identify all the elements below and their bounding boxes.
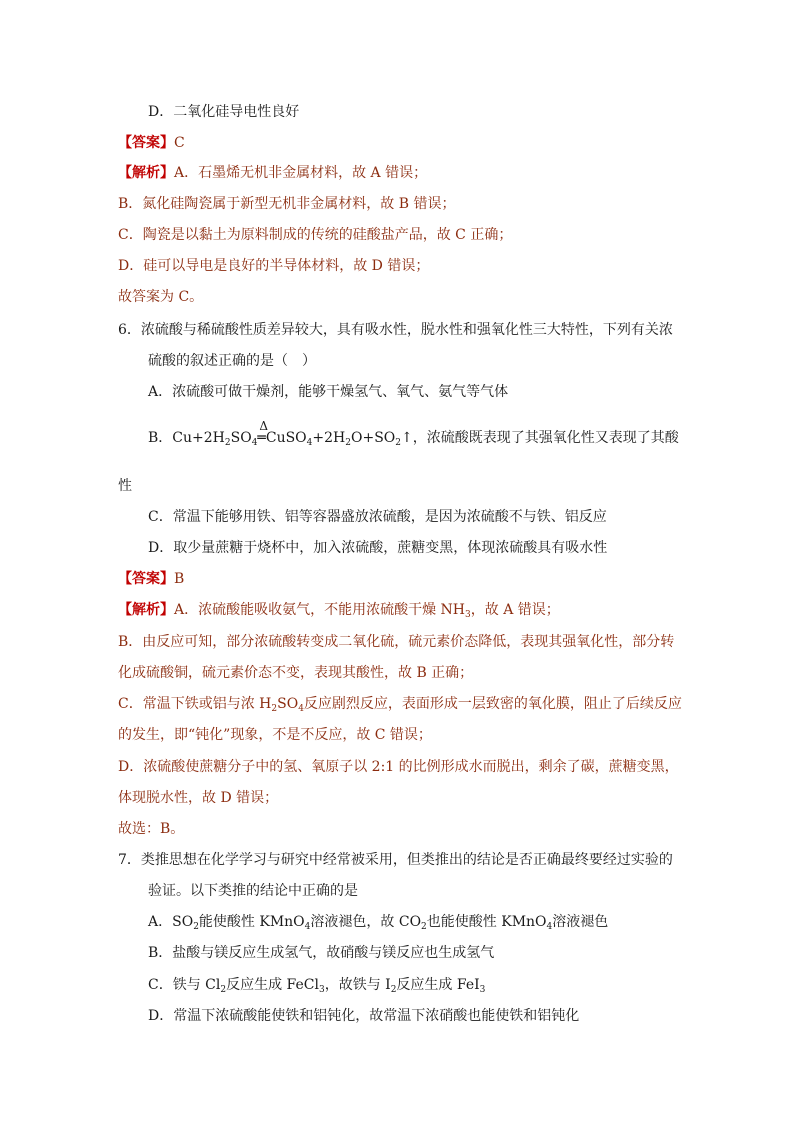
q6-option-c: C．常温下能够用铁、铝等容器盛放浓硫酸，是因为浓硫酸不与铁、铝反应 <box>148 509 607 525</box>
q7-option-c: C．铁与 $Cl_2$反应生成 FeCl$_3$，故铁与 $I_2$反应生成 FeI$_3$ <box>148 977 486 995</box>
q6-option-a: A．浓硫酸可做干燥剂，能够干燥氢气、氧气、氨气等气体 <box>148 384 509 400</box>
q5-option-d: D．二氧化硅导电性良好 <box>148 104 300 120</box>
answer-tag: 【答案】 <box>118 571 174 587</box>
analysis-text: A．石墨烯无机非金属材料，故 A 错误； <box>174 165 428 181</box>
option-b-label: B． <box>148 430 173 446</box>
q6-analysis-b-line1: B．由反应可知，部分浓硫酸转变成二氧化硫，硫元素价态降低，表现其强氧化性，部分转 <box>118 634 675 650</box>
analysis-text: A．浓硫酸能吸收氨气，不能用浓硫酸干燥 $NH_3$，故 A 错误； <box>174 602 560 620</box>
answer-tag: 【答案】 <box>118 135 174 151</box>
chem-equation: $Cu+2H_2SO_4$ Δ $═CuSO_4+2H_2O+SO_2↑$ <box>172 430 412 446</box>
q7-option-d: D．常温下浓硫酸能使铁和铝钝化，故常温下浓硝酸也能使铁和铝钝化 <box>148 1008 580 1024</box>
heat-delta-sign: Δ ═ <box>257 428 265 448</box>
q5-analysis-a <box>118 163 427 183</box>
q7-stem-line1: 7．类推思想在化学学习与研究中经常被采用，但类推出的结论是否正确最终要经过实验的 <box>118 852 673 868</box>
q7-option-b: B．盐酸与镁反应生成氢气，故硝酸与镁反应也生成氢气 <box>148 945 495 961</box>
q7-stem-line2: 验证。以下类推的结论中正确的是 <box>148 883 358 899</box>
q6-analysis-c-line1: C．常温下铁或铝与浓 $H_2SO_4$反应剧烈反应，表面形成一层致密的氧化膜，阻止了后续反应 <box>118 696 682 714</box>
q6-answer <box>118 569 184 589</box>
q6-analysis-a <box>118 600 560 620</box>
q5-answer <box>118 133 185 153</box>
analysis-tag: 【解析】 <box>118 165 174 181</box>
analysis-tag: 【解析】 <box>118 602 174 618</box>
q5-analysis-c: C．陶瓷是以黏土为原料制成的传统的硅酸盐产品，故 C 正确； <box>118 227 513 243</box>
q6-option-b-cont: 性 <box>118 478 132 494</box>
q6-analysis-d-line1: D．浓硫酸使蔗糖分子中的氢、氧原子以 2:1 的比例形成水而脱出，剩余了碳，蔗糖变黑， <box>118 759 679 775</box>
q6-analysis-d-line2: 体现脱水性，故 D 错误； <box>118 790 279 806</box>
answer-value: C <box>174 135 185 151</box>
option-b-text: ，浓硫酸既表现了其强氧化性又表现了其酸 <box>412 430 679 446</box>
q6-stem-line2: 硫酸的叙述正确的是（ ） <box>148 353 316 369</box>
q6-option-d: D．取少量蔗糖于烧杯中，加入浓硫酸，蔗糖变黑，体现浓硫酸具有吸水性 <box>148 540 608 556</box>
q5-conclusion: 故答案为 C。 <box>118 289 204 305</box>
delta-icon: Δ <box>259 419 269 433</box>
q5-analysis-d: D．硅可以导电是良好的半导体材料，故 D 错误； <box>118 258 430 274</box>
q6-option-b <box>148 419 679 448</box>
answer-value: B <box>174 571 185 587</box>
q7-option-a: A．$SO_2$能使酸性 KMnO$_4$溶液褪色，故 $CO_2$也能使酸性 KMnO$_4$溶液褪色 <box>148 914 609 932</box>
q6-analysis-c-line2: 的发生，即“钝化”现象，不是不反应，故 C 错误； <box>118 727 432 743</box>
q6-conclusion: 故选：B。 <box>118 821 185 837</box>
q6-stem-line1: 6．浓硫酸与稀硫酸性质差异较大，具有吸水性，脱水性和强氧化性三大特性，下列有关浓 <box>118 322 673 338</box>
q5-analysis-b: B．氮化硅陶瓷属于新型无机非金属材料，故 B 错误； <box>118 196 456 212</box>
q6-analysis-b-line2: 化成硫酸铜，硫元素价态不变，表现其酸性，故 B 正确； <box>118 665 474 681</box>
